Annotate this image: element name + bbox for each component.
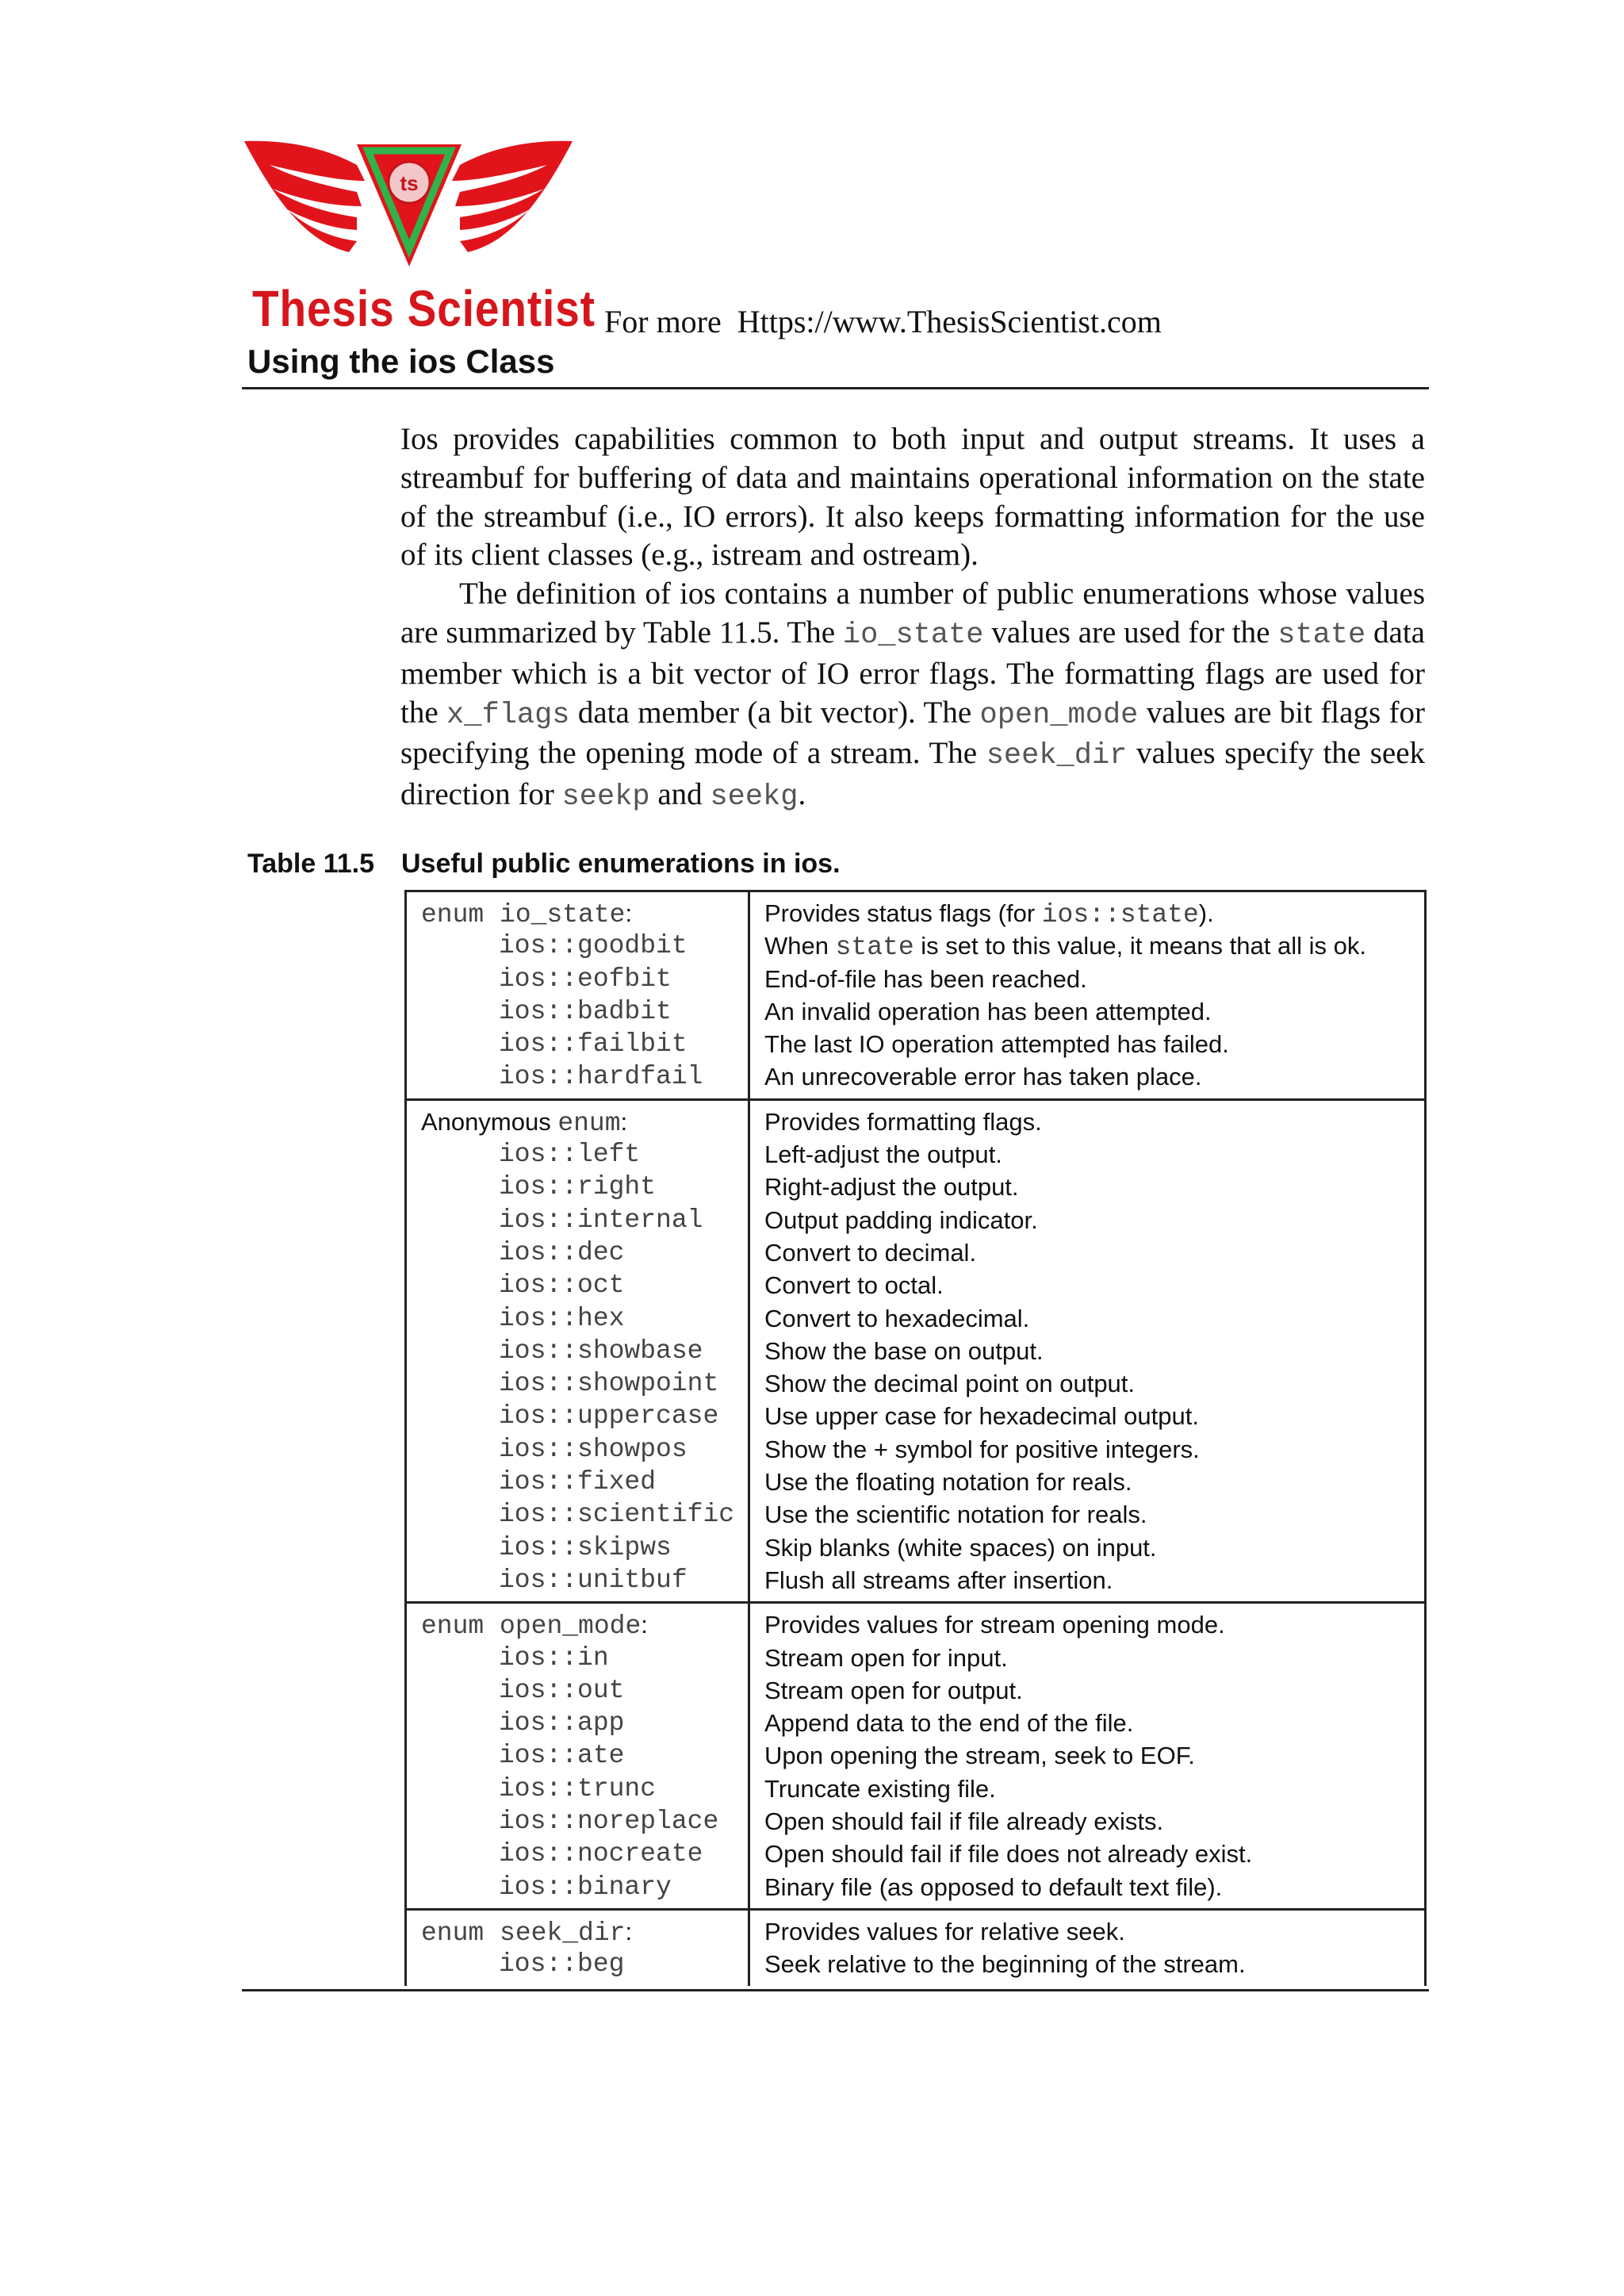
enum-item: ios::showbase (499, 1336, 703, 1366)
enum-item: ios::dec (499, 1237, 625, 1267)
enum-item: ios::internal (499, 1205, 703, 1235)
section-heading: Using the ios Class (247, 343, 555, 380)
seek-dir-header-desc: Provides values for relative seek. (764, 1917, 1125, 1945)
anon-header-desc: Provides formatting flags. (764, 1107, 1042, 1136)
enum-item: ios::ate (499, 1741, 625, 1771)
enum-item: ios::scientific (499, 1500, 735, 1530)
enum-desc: Seek relative to the beginning of the stream. (764, 1950, 1246, 1979)
enum-desc: Binary file (as opposed to default text file). (764, 1872, 1223, 1901)
anon-descriptions (749, 1099, 1426, 1602)
bottom-rule (242, 1989, 1429, 1991)
enum-item: ios::left (499, 1140, 641, 1170)
seek-dir-header: enum seek_dir: (421, 1917, 633, 1948)
io-state-header-desc: Provides status flags (for ios::state). (764, 899, 1214, 930)
table-number: Table 11.5 (247, 849, 375, 879)
enum-desc: Truncate existing file. (764, 1774, 996, 1803)
io-state-names (406, 891, 749, 1100)
enum-item: ios::showpos (499, 1434, 688, 1464)
enum-item: ios::unitbuf (499, 1565, 688, 1595)
enum-item: ios::nocreate (499, 1839, 703, 1869)
enum-desc: Skip blanks (white spaces) on input. (764, 1533, 1157, 1562)
table-title: Useful public enumerations in ios. (401, 849, 841, 879)
enum-item: ios::fixed (499, 1467, 657, 1497)
enum-desc: Open should fail if file already exists. (764, 1807, 1164, 1836)
enumerations-table (404, 890, 1427, 1986)
enum-desc: When state is set to this value, it means that all is ok. (764, 932, 1366, 963)
enum-item: ios::goodbit (499, 931, 688, 961)
open-mode-header: enum open_mode: (421, 1611, 648, 1642)
enum-desc: The last IO operation attempted has failed. (764, 1030, 1229, 1059)
enum-desc: Convert to hexadecimal. (764, 1304, 1030, 1332)
logo-emblem-mark: ts (400, 171, 419, 195)
enum-item: ios::in (499, 1642, 609, 1673)
enum-item: ios::badbit (499, 996, 672, 1026)
enum-desc: Stream open for input. (764, 1643, 1008, 1672)
open-mode-descriptions (749, 1603, 1426, 1910)
enum-item: ios::oct (499, 1271, 625, 1301)
enum-item: ios::out (499, 1675, 625, 1705)
open-mode-header-desc: Provides values for stream opening mode. (764, 1611, 1225, 1639)
enum-desc: Convert to octal. (764, 1271, 944, 1300)
enum-item: ios::eofbit (499, 964, 672, 994)
enum-desc: Append data to the end of the file. (764, 1709, 1134, 1738)
body-text (400, 420, 1425, 817)
enum-desc: An invalid operation has been attempted. (764, 997, 1212, 1025)
enum-desc: Left-adjust the output. (764, 1140, 1002, 1169)
enum-item: ios::beg (499, 1949, 625, 1980)
table-caption (247, 849, 841, 880)
paragraph-2: The definition of ios contains a number of public enumerations whose values are summarized by Table 11.5. The io_state values are used for the state data member which is a bit vector of IO error flags. The formatting flags are used for the x_flags data member (a bit vector). The open_mode values are bit flags for specifying the opening mode of a stream. The seek_dir values specify the seek direction for seekp and seekg. (400, 577, 1425, 815)
enum-desc: Flush all streams after insertion. (764, 1566, 1113, 1594)
table-row-open-mode (406, 1603, 1426, 1910)
enum-desc: Right-adjust the output. (764, 1173, 1019, 1202)
more-link[interactable]: For more Https://www.ThesisScientist.com (604, 304, 1162, 339)
enum-desc: End-of-file has been reached. (764, 964, 1087, 993)
enum-desc: Use the scientific notation for reals. (764, 1501, 1147, 1529)
enum-item: ios::skipws (499, 1532, 672, 1562)
table-row-seek-dir (406, 1909, 1426, 1985)
enum-item: ios::right (499, 1172, 657, 1202)
enum-item: ios::app (499, 1708, 625, 1738)
enum-item: ios::hardfail (499, 1062, 703, 1092)
io-state-descriptions (749, 891, 1426, 1100)
left-wing-shape (244, 141, 365, 252)
enum-desc: Use the floating notation for reals. (764, 1468, 1132, 1497)
enum-item: ios::binary (499, 1872, 672, 1902)
enum-item: ios::hex (499, 1303, 625, 1333)
io-state-header: enum io_state: (421, 899, 633, 930)
enum-desc: Use upper case for hexadecimal output. (764, 1402, 1199, 1431)
enum-desc: Stream open for output. (764, 1676, 1023, 1704)
enum-item: ios::uppercase (499, 1401, 719, 1432)
table-row-anonymous (406, 1099, 1426, 1602)
enum-item: ios::noreplace (499, 1807, 719, 1837)
enum-desc: An unrecoverable error has taken place. (764, 1063, 1202, 1091)
enum-item: ios::trunc (499, 1773, 657, 1803)
enum-desc: Show the base on output. (764, 1336, 1044, 1365)
table-row-io-state (406, 891, 1426, 1100)
enum-desc: Show the + symbol for positive integers. (764, 1435, 1200, 1463)
enum-item: ios::failbit (499, 1029, 688, 1060)
brand-name: Thesis Scientist (252, 280, 596, 337)
enum-desc: Convert to decimal. (764, 1238, 977, 1267)
anon-header: Anonymous enum: (421, 1107, 628, 1138)
top-rule (242, 387, 1429, 389)
enum-desc: Open should fail if file does not already exist. (764, 1840, 1253, 1869)
open-mode-names (406, 1603, 749, 1910)
enum-item: ios::showpoint (499, 1369, 719, 1399)
seek-dir-descriptions (749, 1909, 1426, 1985)
seek-dir-names (406, 1909, 749, 1985)
anon-names (406, 1099, 749, 1602)
enum-desc: Output padding indicator. (764, 1205, 1038, 1234)
enum-desc: Upon opening the stream, seek to EOF. (764, 1742, 1195, 1770)
right-wing-shape (452, 141, 573, 252)
enum-desc: Show the decimal point on output. (764, 1370, 1136, 1398)
paragraph-1: Ios provides capabilities common to both input and output streams. It uses a streambuf for buffering of data and maintains operational information on the state of the streambuf (i.e., IO errors). It also keeps formatting information for the use of its client classes (e.g., istream and ostream). (400, 422, 1425, 573)
